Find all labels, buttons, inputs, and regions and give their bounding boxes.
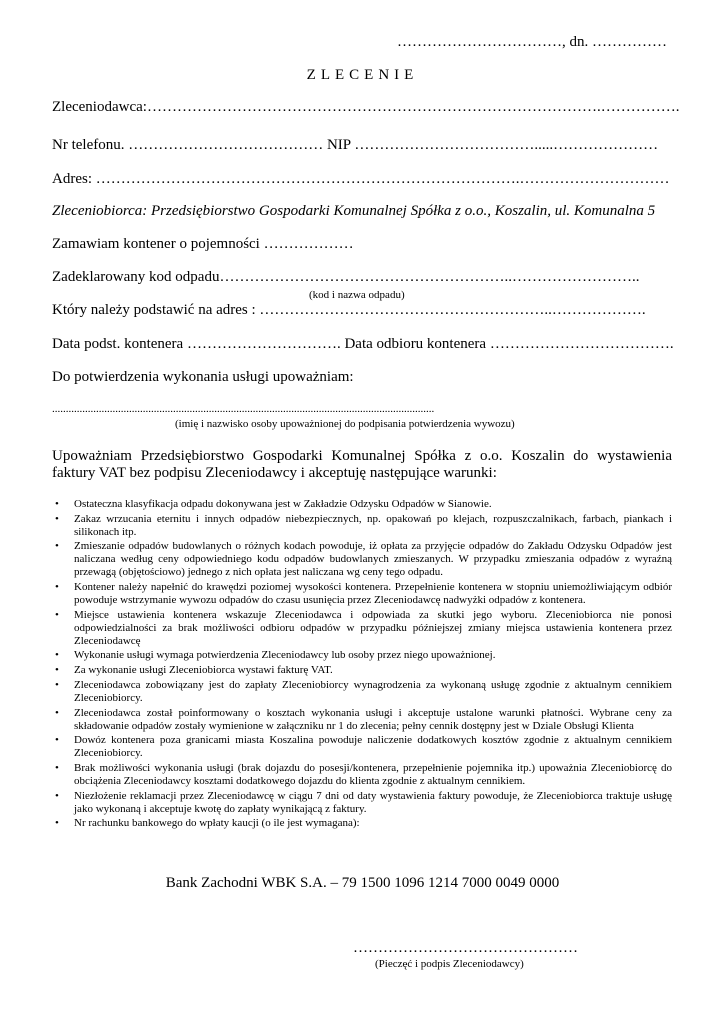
condition-item: • Kontener należy napełnić do krawędzi poziomej wysokości kontenera. Przepełnienie kontenera w stopniu uniemożliwiającym odbiór powoduje wstrzymanie wywozu odpadów do czasu usunięcia przez Zleceniodawcę nadwyżki odpadów z kontenera. bbox=[55, 581, 672, 607]
condition-item: • Niezłożenie reklamacji przez Zleceniodawcę w ciągu 7 dni od daty wystawienia faktury powoduje, że Zleceniobiorca traktuje usługę jako wykonaną i akceptuje kwotę do zapłaty wynikającą z faktury. bbox=[55, 789, 672, 815]
condition-item: • Zakaz wrzucania eternitu i innych odpadów niebezpiecznych, np. opakowań po klejach, rozpuszczalnikach, farbach, piankach i silikonach itp. bbox=[55, 512, 672, 538]
condition-item: • Brak możliwości wykonania usługi (brak dojazdu do posesji/kontenera, przepełnienie pojemnika itp.) upoważnia Zleceniobiorcę do obciążenia Zleceniodawcy kosztami dodatkowego dojazdu do klienta zgodnie z aktualnym cennikiem. bbox=[55, 761, 672, 787]
authorized-person-caption: (imię i nazwisko osoby upoważnionej do podpisania potwierdzenia wywozu) bbox=[175, 418, 515, 430]
bullet-icon: • bbox=[55, 581, 59, 594]
condition-item: • Dowóz kontenera poza granicami miasta Koszalina powoduje naliczenie dodatkowych kosztów zgodnie z aktualnym cennikiem Zleceniobiorcy. bbox=[55, 734, 672, 760]
bullet-icon: • bbox=[55, 706, 59, 719]
bullet-icon: • bbox=[55, 649, 59, 662]
bullet-icon: • bbox=[55, 512, 59, 525]
bullet-icon: • bbox=[55, 498, 59, 510]
conditions-list bbox=[52, 498, 672, 832]
place-date-line: ……………………………, dn. …………… bbox=[397, 34, 667, 50]
bullet-icon: • bbox=[55, 789, 59, 802]
bank-account: Bank Zachodni WBK S.A. – 79 1500 1096 1214 7000 0049 0000 bbox=[165, 875, 560, 891]
authorization-statement: Upoważniam Przedsiębiorstwo Gospodarki Komunalnej Spółka z o.o. Koszalin do wystawienia faktury VAT bez podpisu Zleceniodawcy i akceptuję następujące warunki: bbox=[52, 448, 672, 481]
condition-item: • Wykonanie usługi wymaga potwierdzenia Zleceniodawcy lub osoby przez niego upoważnionej. bbox=[55, 649, 496, 662]
authorized-person-line: ........................................................................................................................................... bbox=[52, 403, 435, 415]
bullet-icon: • bbox=[55, 678, 59, 691]
condition-item: • Nr rachunku bankowego do wpłaty kaucji (o ile jest wymagana): bbox=[55, 817, 360, 830]
waste-code-field: Zadeklarowany kod odpadu…………………………………………………..…………………….. bbox=[52, 269, 640, 285]
condition-item: • Za wykonanie usługi Zleceniobiorca wystawi fakturę VAT. bbox=[55, 664, 333, 677]
container-order-field: Zamawiam kontener o pojemności ……………… bbox=[52, 236, 354, 252]
condition-item: • Ostateczna klasyfikacja odpadu dokonywana jest w Zakładzie Odzysku Odpadów w Sianowie. bbox=[55, 498, 492, 510]
document-title: ZLECENIE bbox=[306, 67, 419, 83]
condition-item: • Zleceniodawca zobowiązany jest do zapłaty Zleceniobiorcy wynagrodzenia za wykonaną usługę zgodnie z aktualnym cennikiem Zleceniobiorcy. bbox=[55, 678, 672, 704]
authorize-label: Do potwierdzenia wykonania usługi upoważniam: bbox=[52, 369, 354, 385]
bullet-icon: • bbox=[55, 817, 59, 830]
bullet-icon: • bbox=[55, 540, 59, 553]
delivery-address-field: Który należy podstawić na adres : …………………………………………………..………………. bbox=[52, 302, 646, 318]
condition-item: • Zmieszanie odpadów budowlanych o różnych kodach powoduje, iż opłata za przyjęcie odpadów do Zakładu Odzysku Odpadów jest naliczana według ceny odpowiedniego kodu odpadów budowlanych zmieszanych. W przypadku zmieszania odpadów z wyraźną przewagą (objętościowo) jednego z nich opłata jest naliczana wg ceny tego odpadu. bbox=[55, 540, 672, 579]
condition-item: • Miejsce ustawienia kontenera wskazuje Zleceniodawca i odpowiada za skutki jego wyboru. Zleceniobiorca nie ponosi odpowiedzialności za brak możliwości odbioru odpadów w przypadku późniejszej zmiany miejsca ustawienia kontenera przez Zleceniodawcę bbox=[55, 608, 672, 647]
phone-nip-field: Nr telefonu. ………………………………… NIP ……………………………….....………………… bbox=[52, 137, 659, 153]
signature-line: ……………………………………… bbox=[353, 940, 578, 956]
address-field: Adres: ………………………………………………………………………….………………………… bbox=[52, 171, 670, 187]
condition-item: • Zleceniodawca został poinformowany o kosztach wykonania usługi i akceptuje ustalone warunki płatności. Wybrane ceny za składowanie odpadów zostały wymienione w załączniku nr 1 do zlecenia; pełny cennik dostępny jest w Dziale Obsługi Klienta bbox=[55, 706, 672, 732]
bullet-icon: • bbox=[55, 608, 59, 621]
bullet-icon: • bbox=[55, 761, 59, 774]
contractor-info: Zleceniobiorca: Przedsiębiorstwo Gospodarki Komunalnej Spółka z o.o., Koszalin, ul. Komunalna 5 bbox=[52, 203, 656, 219]
client-field: Zleceniodawca:……………………………………………………………………………….……………. bbox=[52, 99, 680, 115]
waste-code-caption: (kod i nazwa odpadu) bbox=[309, 289, 405, 301]
dates-field: Data podst. kontenera …………………………. Data odbioru kontenera ………………………………. bbox=[52, 336, 674, 352]
bullet-icon: • bbox=[55, 664, 59, 677]
bullet-icon: • bbox=[55, 734, 59, 747]
signature-caption: (Pieczęć i podpis Zleceniodawcy) bbox=[375, 958, 524, 970]
